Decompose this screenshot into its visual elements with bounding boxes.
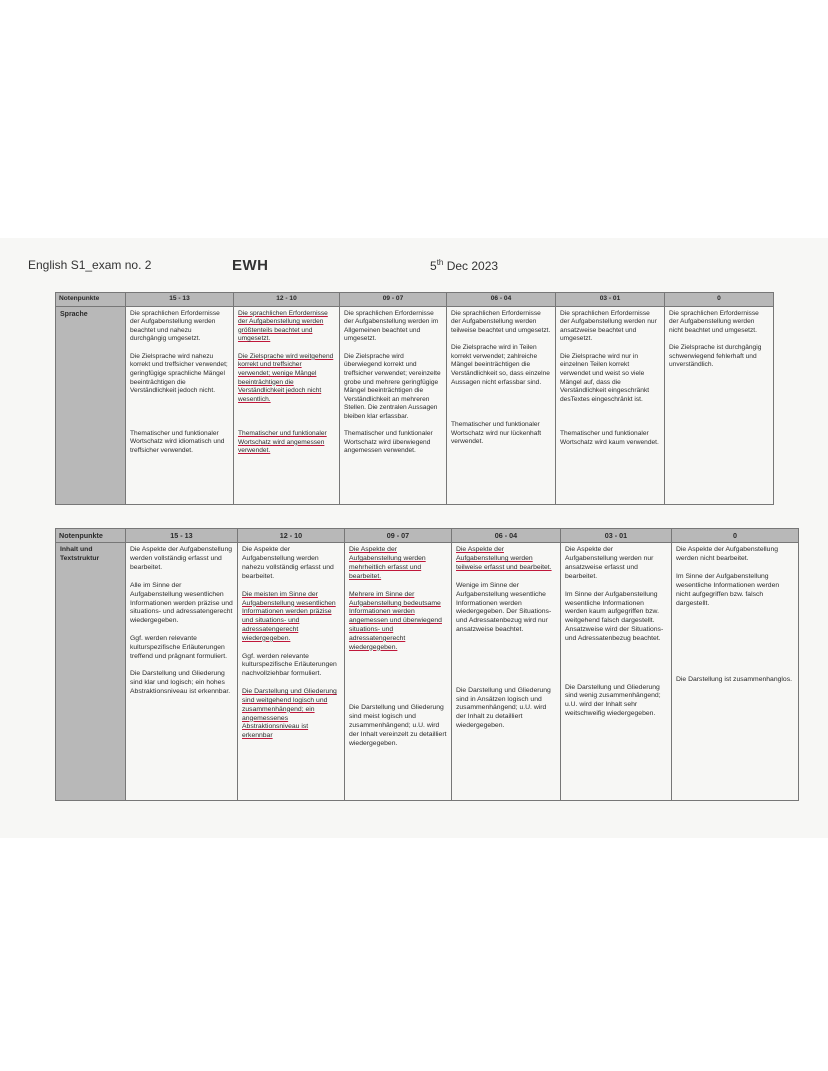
- criterion-text: Die Aspekte der Aufgabenstellung werden mehrheitlich erfasst und bearbeitet.: [349, 546, 426, 580]
- criterion-text: Im Sinne der Aufgabenstellung wesentliche Informationen werden nicht aufgegriffen bzw. falsch dargestellt.: [676, 573, 780, 607]
- criterion-text: Die sprachlichen Erfordernisse der Aufgabenstellung werden nicht beachtet und umgesetzt.: [669, 309, 759, 334]
- column-header-points: Notenpunkte: [56, 293, 126, 307]
- rubric-cell: [340, 306, 447, 504]
- column-header: 09 - 07: [345, 529, 452, 543]
- rubric-cell: [561, 543, 672, 801]
- rubric-cell: [126, 306, 234, 504]
- criterion-text: Die meisten im Sinne der Aufgabenstellung wesentlichen Informationen werden präzise und situations- und adressatengerecht wiedergegeben.: [242, 590, 336, 642]
- rubric-cell: [238, 543, 345, 801]
- criterion-text: Die Zielsprache wird nahezu korrekt und treffsicher verwendet; geringfügige sprachliche Mängel beeinträchtigen die Verständlichkeit jedoch nicht.: [130, 352, 228, 395]
- column-header: 03 - 01: [561, 529, 672, 543]
- criterion-text: Die Darstellung und Gliederung sind meist logisch und zusammenhängend; u.U. wird der Inhalt vereinzelt zu detailliert wiedergegeben.: [349, 704, 447, 747]
- criterion-text: Mehrere im Sinne der Aufgabenstellung bedeutsame Informationen werden angemessen und überwiegend situations- und adressatengerecht wiedergegeben.: [349, 590, 442, 651]
- criterion-text: Die Zielsprache ist durchgängig schwerwiegend fehlerhaft und unverständlich.: [669, 344, 762, 369]
- column-header: 06 - 04: [447, 293, 556, 307]
- criterion-text: Alle im Sinne der Aufgabenstellung wesentlichen Informationen werden präzise und situations- und adressatengerecht wiedergegeben.: [130, 581, 233, 625]
- column-header: 09 - 07: [340, 293, 447, 307]
- column-header-points: Notenpunkte: [56, 529, 126, 543]
- rubric-cell: [452, 543, 561, 801]
- criterion-text: Die Zielsprache wird nur in einzelnen Teilen korrekt verwendet und weist so viele Mängel auf, dass die Verständlichkeit eingeschränkt desTextes eingeschränkt ist.: [560, 352, 650, 403]
- row-label-language: Sprache: [56, 306, 126, 504]
- column-header: 15 - 13: [126, 293, 234, 307]
- criterion-text: Die Aspekte der Aufgabenstellung werden teilweise erfasst und bearbeitet.: [456, 546, 552, 572]
- criterion-text: Die Zielsprache wird weitgehend korrekt und treffsicher verwendet; wenige Mängel beeinträchtigen die Verständlichkeit jedoch nicht wesentlich.: [238, 352, 334, 403]
- criterion-text: Die sprachlichen Erfordernisse der Aufgabenstellung werden größtenteils beachtet und umgesetzt.: [238, 309, 328, 343]
- row-label-content-structure: Inhalt und Textstruktur: [56, 543, 126, 801]
- criterion-text: Die Zielsprache wird in Teilen korrekt verwendet; zahlreiche Mängel beeinträchtigen die Verständlichkeit so, dass einzelne Aussagen nicht erfassbar sind.: [451, 344, 550, 386]
- rubric-table-language: [55, 292, 774, 505]
- rubric-cell: [665, 306, 774, 504]
- criterion-text: Ggf. werden relevante kulturspezifische Erläuterungen nachvollziehbar formuliert.: [242, 652, 337, 678]
- column-header: 12 - 10: [238, 529, 345, 543]
- criterion-text: Thematischer und funktionaler Wortschatz wird kaum verwendet.: [560, 430, 659, 446]
- rubric-table-content: [55, 528, 799, 801]
- criterion-text: Die Darstellung und Gliederung sind in Ansätzen logisch und zusammenhängend; u.U. wird der Inhalt zu detailliert wiedergegeben.: [456, 686, 551, 730]
- rubric-cell: [234, 306, 340, 504]
- criterion-text: Die Darstellung und Gliederung sind weitgehend logisch und zusammenhängend; ein angemessenes Abstraktionsniveau ist erkennbar: [242, 688, 337, 740]
- table-row: [56, 306, 774, 504]
- rubric-cell: [447, 306, 556, 504]
- criterion-text: Die Aspekte der Aufgabenstellung werden nahezu vollständig erfasst und bearbeitet.: [242, 546, 334, 580]
- rubric-cell: [126, 543, 238, 801]
- criterion-text: Die Aspekte der Aufgabenstellung werden nicht bearbeitet.: [676, 546, 779, 563]
- criterion-text: Die Darstellung ist zusammenhanglos.: [676, 676, 792, 684]
- column-header: 06 - 04: [452, 529, 561, 543]
- rubric-cell: [556, 306, 665, 504]
- document-title: English S1_exam no. 2: [28, 258, 152, 272]
- criterion-text: Die sprachlichen Erfordernisse der Aufgabenstellung werden teilweise beachtet und umgesetzt.: [451, 309, 551, 334]
- column-header: 12 - 10: [234, 293, 340, 307]
- column-header: 0: [672, 529, 799, 543]
- criterion-text: Die sprachlichen Erfordernisse der Aufgabenstellung werden beachtet und nahezu durchgängig umgesetzt.: [130, 309, 220, 343]
- criterion-text: Thematischer und funktionaler Wortschatz wird überwiegend angemessen verwendet.: [344, 430, 433, 455]
- column-header: 03 - 01: [556, 293, 665, 307]
- criterion-text: Die Darstellung und Gliederung sind wenig zusammenhängend; u.U. wird der Inhalt sehr weitschweifig wiedergegeben.: [565, 683, 661, 718]
- exam-date: 5th Dec 2023: [430, 258, 499, 273]
- table-row: [56, 543, 799, 801]
- rubric-cell: [345, 543, 452, 801]
- criterion-text: Die sprachlichen Erfordernisse der Aufgabenstellung werden im Allgemeinen beachtet und umgesetzt.: [344, 309, 439, 343]
- criterion-text: Die Darstellung und Gliederung sind klar und logisch; ein hohes Abstraktionsniveau ist erkennbar.: [130, 670, 231, 696]
- criterion-text: Wenige im Sinne der Aufgabenstellung wesentliche Informationen werden wiedergegeben. Der Situations- und Adressatenbezug wird nur ansatzweise beachtet.: [456, 581, 552, 633]
- table-header-row: [56, 293, 774, 307]
- table-header-row: [56, 529, 799, 543]
- rubric-cell: [672, 543, 799, 801]
- criterion-text: Im Sinne der Aufgabenstellung wesentliche Informationen werden kaum aufgegriffen bzw. weitgehend falsch dargestellt. Ansatzweise wird der Situations- und Adressatenbezug beachtet.: [565, 590, 664, 642]
- criterion-text: Die Aspekte der Aufgabenstellung werden vollständig erfasst und bearbeitet.: [130, 546, 233, 572]
- criterion-text: Die Zielsprache wird überwiegend korrekt und treffsicher verwendet; vereinzelte grobe und mehrere geringfügige Mängel beeinträchtigen die Verständlichkeit an mehreren Stellen. Die zentralen Aussagen bleiben klar erfassbar.: [344, 352, 441, 420]
- column-header: 0: [665, 293, 774, 307]
- criterion-text: Thematischer und funktionaler Wortschatz wird angemessen verwendet.: [238, 430, 327, 455]
- criterion-text: Die sprachlichen Erfordernisse der Aufgabenstellung werden nur ansatzweise beachtet und umgesetzt.: [560, 309, 657, 343]
- criterion-text: Die Aspekte der Aufgabenstellung werden nur ansatzweise erfasst und bearbeitet.: [565, 546, 654, 580]
- criterion-text: Ggf. werden relevante kulturspezifische Erläuterungen treffend und prägnant formuliert.: [130, 634, 227, 660]
- criterion-text: Thematischer und funktionaler Wortschatz wird nur lückenhaft verwendet.: [451, 421, 542, 446]
- criterion-text: Thematischer und funktionaler Wortschatz wird idiomatisch und treffsicher verwendet.: [130, 429, 225, 454]
- column-header: 15 - 13: [126, 529, 238, 543]
- teacher-initials: EWH: [232, 257, 269, 274]
